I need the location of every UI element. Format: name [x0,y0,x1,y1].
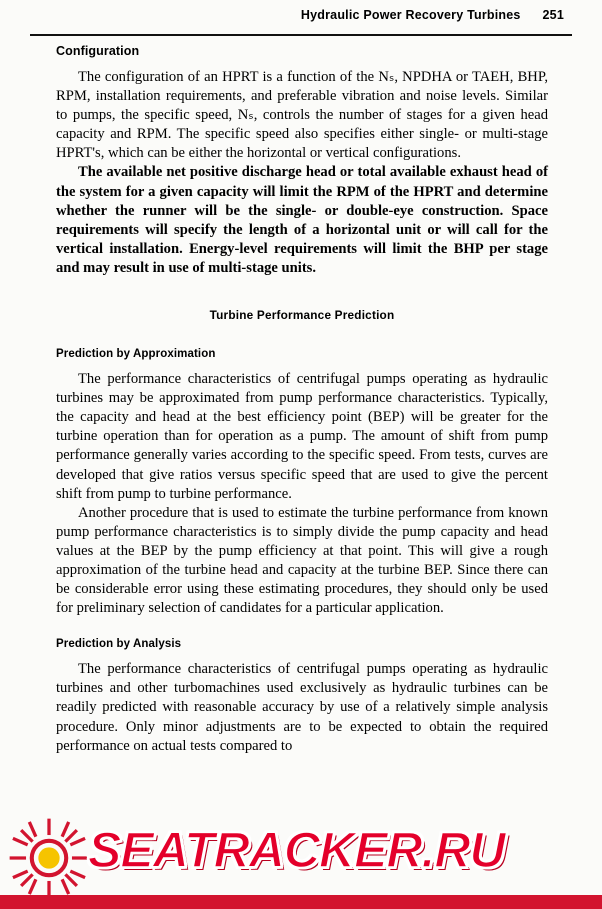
paragraph-analysis-1: The performance characteristics of centrifugal pumps operating as hydraulic turbines and other turbomachines used exclusively as hydraulic turbines can be readily predicted with reasonable accuracy by use of a relatively simple analysis procedure. Only minor adjustments are to be expected to obtain the required performance on actual tests compared to [56,661,548,754]
spacer [56,618,548,638]
header-inner [301,8,564,22]
footer-bar [0,895,602,909]
subsection-heading-prediction-by-analysis: Prediction by Analysis [56,638,182,651]
page-header [0,8,602,36]
center-heading-turbine-performance-prediction: Turbine Performance Prediction [209,308,395,323]
header-divider [30,34,572,36]
spacer [56,322,548,348]
paragraph-approximation-1: The performance characteristics of centrifugal pumps operating as hydraulic turbines may be approximated from pump performance characteristics. Typically, the capacity and head at the best efficiency point (BEP) will be greater for the turbine operation than for operation as a pump. The amount of shift from pump performance generally varies according to the specific speed. From tests, curves are developed that give ratios versus specific speed that are used to give the percent shift from pump to turbine performance. [56,371,548,502]
watermark [0,813,602,909]
page-content [56,44,548,756]
running-title: Hydraulic Power Recovery Turbines [300,8,521,22]
page-number: 251 [542,8,564,22]
paragraph-approximation-2: Another procedure that is used to estimate the turbine performance from known pump performance characteristics is to simply divide the pump capacity and head values at the BEP by the pump efficiency at that point. This will give a rough approximation of the turbine head and capacity at the turbine BEP. Since there can be considerable error using these estimating procedures, they should only be used for preliminary selection of candidates for a particular application. [56,504,548,617]
spacer [56,278,548,308]
watermark-text: SEATRACKER.RU [88,822,505,878]
subsection-heading-prediction-by-approximation: Prediction by Approximation [56,348,216,361]
section-heading-configuration: Configuration [56,44,140,58]
paragraph-configuration-1: The configuration of an HPRT is a function of the Nₛ, NPDHA or TAEH, BHP, RPM, installation requirements, and preferable vibration and noise levels. Similar to pumps, the specific speed, Nₛ, controls the number of stages for a given head capacity and RPM. The specific speed also specifies either single- or multi-stage HPRT's, which can be either the horizontal or vertical configurations. [56,69,548,162]
sunburst-icon [8,817,90,899]
paragraph-configuration-2: The available net positive discharge head or total available exhaust head of the system for a given capacity will limit the RPM of the HPRT and determine whether the runner will be the single- or double-eye construction. Space requirements will specify the length of a horizontal unit or will call for the vertical installation. Energy-level requirements will limit the BHP per stage and may result in use of multi-stage units. [56,164,548,276]
